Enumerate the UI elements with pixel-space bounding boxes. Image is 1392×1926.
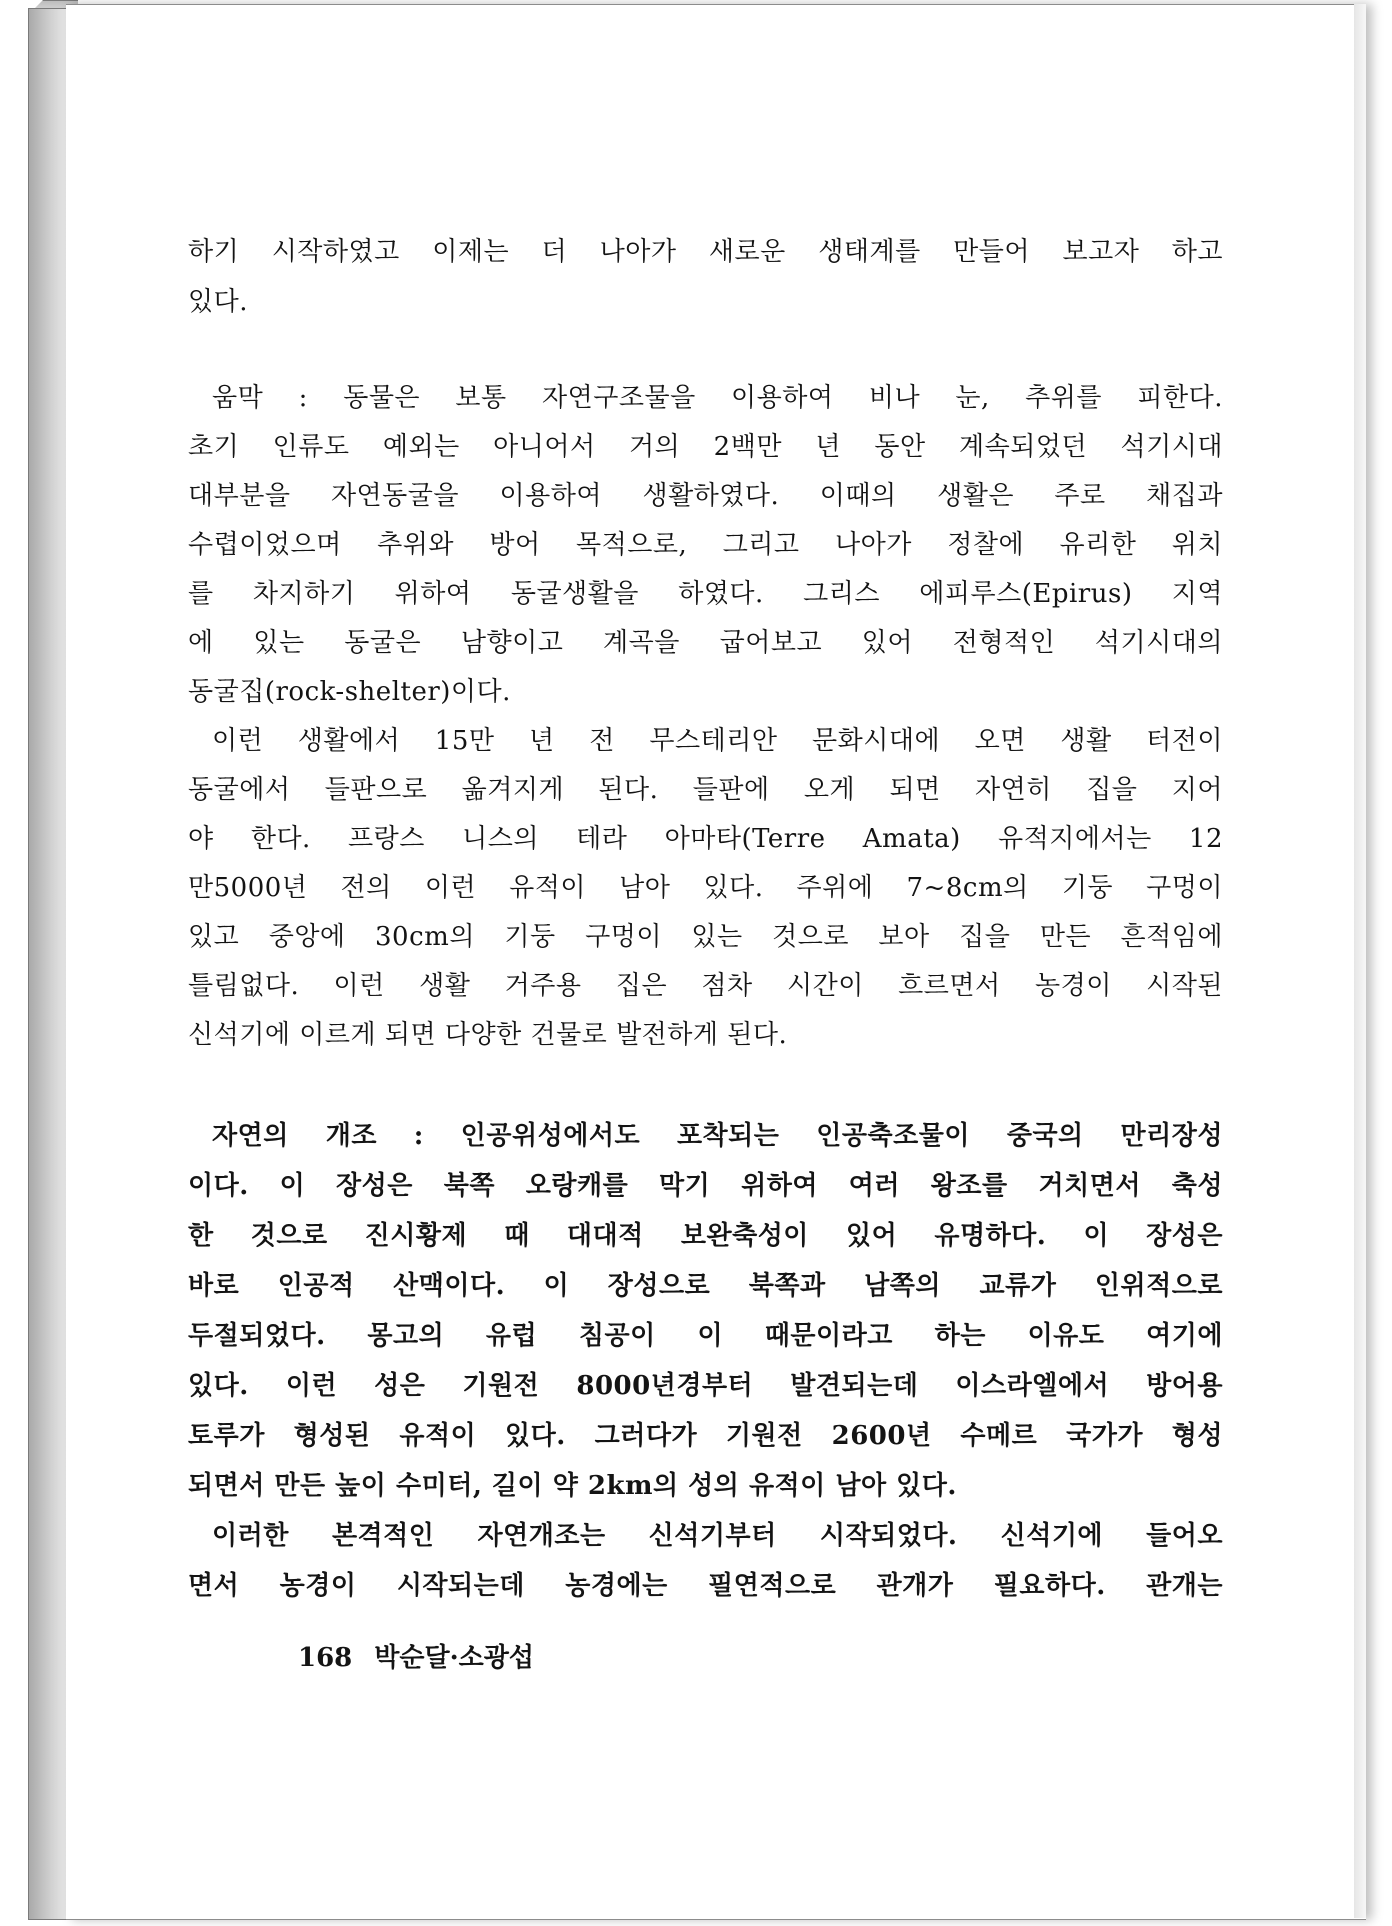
text-line: 대부분을 자연동굴을 이용하여 생활하였다. 이때의 생활은 주로 채집과	[188, 481, 1223, 511]
footer-authors: 박순달·소광섭	[374, 1643, 535, 1673]
text-line: 토루가 형성된 유적이 있다. 그러다가 기원전 2600년 수메르 국가가 형성	[188, 1421, 1223, 1451]
text-line: 동굴에서 들판으로 옮겨지게 된다. 들판에 오게 되면 자연히 집을 지어	[188, 775, 1223, 805]
text-line: 초기 인류도 예외는 아니어서 거의 2백만 년 동안 계속되었던 석기시대	[188, 432, 1223, 462]
text-line: 신석기에 이르게 되면 다양한 건물로 발전하게 된다.	[188, 1020, 788, 1050]
paragraph-text: 자연의 개조 : 인공위성에서도 포착되는 인공축조물이 중국의 만리장성	[212, 1121, 1223, 1151]
page-right-edge	[1354, 4, 1366, 1918]
text-line: 수렵이었으며 추위와 방어 목적으로, 그리고 나아가 정찰에 유리한 위치	[188, 530, 1223, 560]
text-line: 만5000년 전의 이런 유적이 남아 있다. 주위에 7~8cm의 기둥 구멍이	[188, 873, 1223, 903]
text-line: 동굴집(rock-shelter)이다.	[188, 677, 511, 707]
text-line	[188, 717, 1223, 765]
page-number: 168	[298, 1643, 353, 1673]
text-line	[188, 1512, 1223, 1560]
text-line	[188, 374, 1223, 422]
book-spine	[28, 8, 68, 1920]
text-line	[188, 1112, 1223, 1160]
text-line: 야 한다. 프랑스 니스의 테라 아마타(Terre Amata) 유적지에서는 12	[188, 824, 1223, 854]
text-line: 되면서 만든 높이 수미터, 길이 약 2km의 성의 유적이 남아 있다.	[188, 1471, 957, 1501]
text-line: 있고 중앙에 30cm의 기둥 구멍이 있는 것으로 보아 집을 만든 흔적임에	[188, 922, 1223, 952]
text-line: 두절되었다. 몽고의 유럽 침공이 이 때문이라고 하는 이유도 여기에	[188, 1321, 1223, 1351]
text-line: 있다.	[188, 287, 248, 317]
text-line: 틀림없다. 이런 생활 거주용 집은 점차 시간이 흐르면서 농경이 시작된	[188, 971, 1223, 1001]
paragraph-text: 이런 생활에서 15만 년 전 무스테리안 문화시대에 오면 생활 터전이	[212, 726, 1223, 756]
page-footer	[298, 1638, 534, 1678]
text-line: 에 있는 동굴은 남향이고 계곡을 굽어보고 있어 전형적인 석기시대의	[188, 628, 1223, 658]
text-line: 면서 농경이 시작되는데 농경에는 필연적으로 관개가 필요하다. 관개는	[188, 1571, 1223, 1601]
text-line: 이다. 이 장성은 북쪽 오랑캐를 막기 위하여 여러 왕조를 거치면서 축성	[188, 1171, 1223, 1201]
text-line: 있다. 이런 성은 기원전 8000년경부터 발견되는데 이스라엘에서 방어용	[188, 1371, 1223, 1401]
text-line: 한 것으로 진시황제 때 대대적 보완축성이 있어 유명하다. 이 장성은	[188, 1221, 1223, 1251]
text-line: 하기 시작하였고 이제는 더 나아가 새로운 생태계를 만들어 보고자 하고	[188, 237, 1223, 267]
text-line: 를 차지하기 위하여 동굴생활을 하였다. 그리스 에피루스(Epirus) 지역	[188, 579, 1223, 609]
paragraph-text: 이러한 본격적인 자연개조는 신석기부터 시작되었다. 신석기에 들어오	[212, 1521, 1223, 1551]
paragraph-text: 움막 : 동물은 보통 자연구조물을 이용하여 비나 눈, 추위를 피한다.	[212, 383, 1223, 413]
text-line: 바로 인공적 산맥이다. 이 장성으로 북쪽과 남쪽의 교류가 인위적으로	[188, 1271, 1223, 1301]
